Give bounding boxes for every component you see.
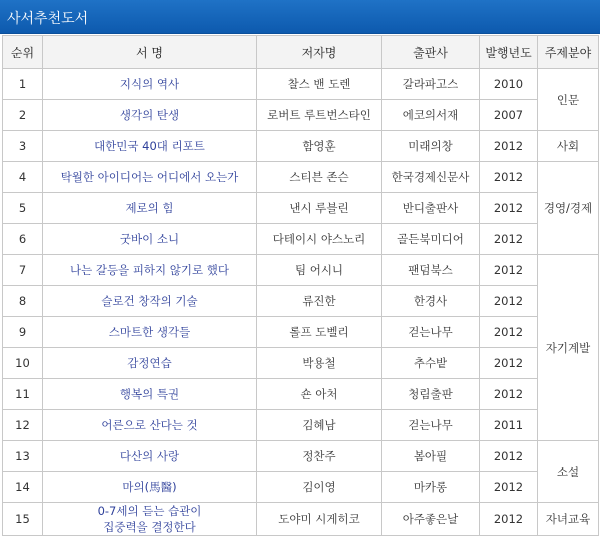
author-cell: 류진한 — [257, 286, 382, 317]
rank-cell: 8 — [3, 286, 43, 317]
table-row — [3, 224, 599, 255]
table-row — [3, 131, 599, 162]
genre-cell-fiction: 소설 — [538, 441, 599, 503]
book-title-cell — [43, 193, 257, 224]
book-title-link[interactable]: 다산의 사랑 — [119, 449, 180, 463]
publisher-cell: 팬덤북스 — [382, 255, 480, 286]
genre-cell-humanities: 인문 — [538, 69, 599, 131]
author-cell: 김이영 — [257, 472, 382, 503]
author-cell: 도야미 시게히코 — [257, 503, 382, 536]
book-title-link[interactable]: 감정연습 — [127, 356, 172, 370]
book-title-cell — [43, 224, 257, 255]
publisher-cell: 한경사 — [382, 286, 480, 317]
book-title-link[interactable]: 나는 갈등을 피하지 않기로 했다 — [69, 263, 230, 277]
year-cell: 2012 — [480, 348, 538, 379]
publisher-cell: 에코의서재 — [382, 100, 480, 131]
author-cell: 박용철 — [257, 348, 382, 379]
book-title-cell — [43, 100, 257, 131]
publisher-cell: 추수밭 — [382, 348, 480, 379]
rank-cell: 11 — [3, 379, 43, 410]
rank-cell: 5 — [3, 193, 43, 224]
book-title-cell — [43, 379, 257, 410]
table-row — [3, 193, 599, 224]
publisher-cell: 갈라파고스 — [382, 69, 480, 100]
genre-cell-society: 사회 — [538, 131, 599, 162]
year-cell: 2012 — [480, 224, 538, 255]
year-cell: 2010 — [480, 69, 538, 100]
publisher-cell: 한국경제신문사 — [382, 162, 480, 193]
book-title-cell — [43, 255, 257, 286]
book-title-cell — [43, 69, 257, 100]
column-header-genre: 주제분야 — [538, 36, 599, 69]
rank-cell: 3 — [3, 131, 43, 162]
year-cell: 2012 — [480, 379, 538, 410]
year-cell: 2012 — [480, 162, 538, 193]
publisher-cell: 아주좋은날 — [382, 503, 480, 536]
book-title-link[interactable]: 행복의 특권 — [119, 387, 180, 401]
book-title-cell — [43, 472, 257, 503]
table-row — [3, 317, 599, 348]
book-title-cell — [43, 131, 257, 162]
book-title-cell — [43, 317, 257, 348]
author-cell: 다테이시 야스노리 — [257, 224, 382, 255]
table-row — [3, 379, 599, 410]
year-cell: 2012 — [480, 472, 538, 503]
book-title-link[interactable] — [98, 504, 202, 534]
rank-cell: 2 — [3, 100, 43, 131]
author-cell: 함영훈 — [257, 131, 382, 162]
book-title-link[interactable]: 제로의 힘 — [125, 201, 174, 215]
book-title-link[interactable]: 스마트한 생각들 — [108, 325, 191, 339]
book-title-link[interactable]: 탁월한 아이디어는 어디에서 오는가 — [60, 170, 239, 184]
table-row — [3, 286, 599, 317]
year-cell: 2012 — [480, 131, 538, 162]
author-cell: 낸시 루블린 — [257, 193, 382, 224]
book-title-link[interactable]: 어른으로 산다는 것 — [101, 418, 198, 432]
table-row — [3, 162, 599, 193]
author-cell: 로버트 루트번스타인 — [257, 100, 382, 131]
rank-cell: 7 — [3, 255, 43, 286]
book-title-line-2: 집중력을 결정한다 — [103, 520, 196, 534]
publisher-cell: 걷는나무 — [382, 317, 480, 348]
book-title-line-1: 0-7세의 듣는 습관이 — [97, 504, 202, 518]
publisher-cell: 미래의창 — [382, 131, 480, 162]
author-cell: 정찬주 — [257, 441, 382, 472]
book-title-link[interactable]: 슬로건 창작의 기술 — [101, 294, 198, 308]
year-cell: 2012 — [480, 317, 538, 348]
table-row — [3, 441, 599, 472]
genre-cell-business: 경영/경제 — [538, 162, 599, 255]
column-header-author: 저자명 — [257, 36, 382, 69]
book-title-cell — [43, 162, 257, 193]
table-row — [3, 410, 599, 441]
table-row — [3, 503, 599, 536]
author-cell: 스티븐 존슨 — [257, 162, 382, 193]
author-cell: 팀 어시니 — [257, 255, 382, 286]
book-title-cell — [43, 410, 257, 441]
book-title-cell — [43, 348, 257, 379]
page-title: 사서추천도서 — [7, 11, 89, 27]
book-title-link[interactable]: 굿바이 소니 — [119, 232, 180, 246]
header-bar — [0, 0, 600, 34]
author-cell: 찰스 밴 도렌 — [257, 69, 382, 100]
book-title-link[interactable]: 대한민국 40대 리포트 — [94, 139, 205, 153]
publisher-cell: 골든북미디어 — [382, 224, 480, 255]
book-title-cell — [43, 503, 257, 536]
year-cell: 2012 — [480, 255, 538, 286]
rank-cell: 9 — [3, 317, 43, 348]
author-cell: 롤프 도벨리 — [257, 317, 382, 348]
rank-cell: 15 — [3, 503, 43, 536]
publisher-cell: 청림출판 — [382, 379, 480, 410]
publisher-cell: 반디출판사 — [382, 193, 480, 224]
author-cell: 숀 아처 — [257, 379, 382, 410]
year-cell: 2011 — [480, 410, 538, 441]
table-header-row — [3, 36, 599, 69]
publisher-cell: 걷는나무 — [382, 410, 480, 441]
year-cell: 2012 — [480, 441, 538, 472]
table-row — [3, 255, 599, 286]
genre-cell-parenting: 자녀교육 — [538, 503, 599, 536]
table-row — [3, 472, 599, 503]
recommended-books-table — [2, 35, 599, 536]
publisher-cell: 마카롱 — [382, 472, 480, 503]
year-cell: 2012 — [480, 503, 538, 536]
book-title-link[interactable]: 생각의 탄생 — [119, 108, 180, 122]
year-cell: 2012 — [480, 286, 538, 317]
rank-cell: 10 — [3, 348, 43, 379]
table-row — [3, 100, 599, 131]
book-title-link[interactable]: 마의(馬醫) — [122, 480, 177, 494]
year-cell: 2012 — [480, 193, 538, 224]
rank-cell: 12 — [3, 410, 43, 441]
year-cell: 2007 — [480, 100, 538, 131]
column-header-rank: 순위 — [3, 36, 43, 69]
rank-cell: 4 — [3, 162, 43, 193]
column-header-title: 서 명 — [43, 36, 257, 69]
rank-cell: 1 — [3, 69, 43, 100]
table-row — [3, 348, 599, 379]
book-title-cell — [43, 286, 257, 317]
column-header-year: 발행년도 — [480, 36, 538, 69]
rank-cell: 14 — [3, 472, 43, 503]
rank-cell: 6 — [3, 224, 43, 255]
rank-cell: 13 — [3, 441, 43, 472]
table-row — [3, 69, 599, 100]
author-cell: 김혜남 — [257, 410, 382, 441]
publisher-cell: 봄아필 — [382, 441, 480, 472]
genre-cell-self-help: 자기계발 — [538, 255, 599, 441]
book-title-cell — [43, 441, 257, 472]
column-header-publisher: 출판사 — [382, 36, 480, 69]
book-title-link[interactable]: 지식의 역사 — [119, 77, 180, 91]
